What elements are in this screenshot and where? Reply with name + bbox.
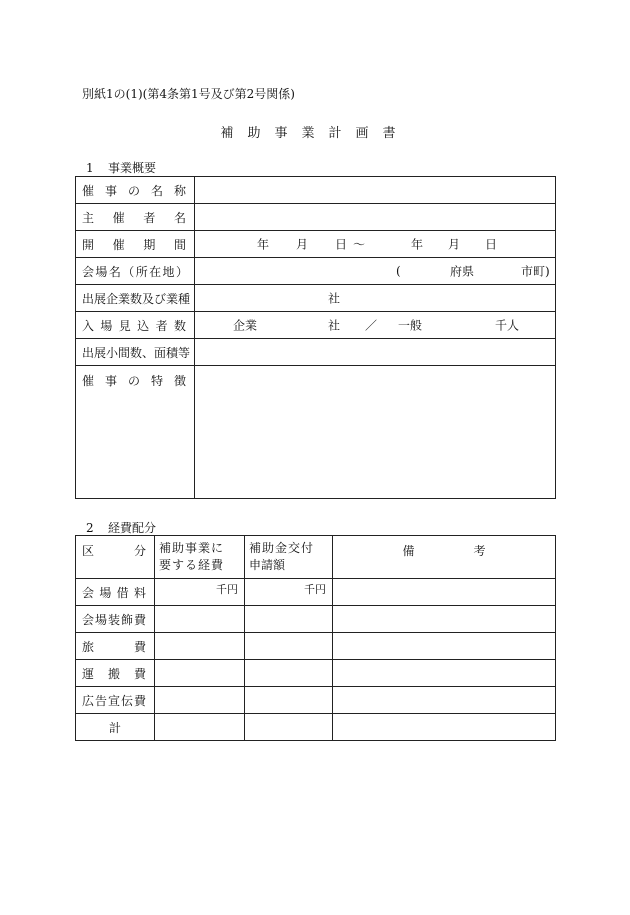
cell-grant-advertising[interactable] [245,687,333,714]
header-expense-line1: 補助事業に [159,541,225,555]
value-booths[interactable] [195,339,556,366]
month-start-unit: 月 [296,237,309,252]
label-char: 地 [162,264,175,279]
cell-expense-travel[interactable] [155,633,245,660]
row-venue [76,258,556,285]
cell-grant-transport[interactable] [245,660,333,687]
row-visitors [76,312,556,339]
label-char: 主 [82,210,95,225]
expense-row-total [76,714,556,741]
cell-expense-decoration[interactable] [155,606,245,633]
label-travel [76,633,155,660]
label-char: ） [175,264,188,279]
visitors-general-label: 一般 [398,318,423,333]
label-decoration: 会場装飾費 [76,606,155,633]
unit-thousand-yen: 千円 [216,583,238,596]
label-features [76,366,195,499]
cell-grant-decoration[interactable] [245,606,333,633]
row-booths [76,339,556,366]
label-exhibitors: 出展企業数及び業種 [76,285,195,312]
exhibitor-unit: 社 [328,291,341,306]
expense-row-transport [76,660,556,687]
header-grant-line1: 補助金交付 [249,541,315,555]
cell-expense-advertising[interactable] [155,687,245,714]
cell-grant-total[interactable] [245,714,333,741]
section2-number: 2 [86,521,94,535]
city-unit: 市町) [521,264,550,279]
header-category [76,536,155,579]
label-advertising: 広告宣伝費 [76,687,155,714]
section1-number: 1 [86,161,94,175]
label-char: 料 [133,585,146,600]
cell-remarks-total[interactable] [333,714,556,741]
unit-thousand-yen: 千円 [304,583,326,596]
label-booths: 出展小間数、面積等 [76,339,195,366]
cell-grant-travel[interactable] [245,633,333,660]
row-event-name [76,177,556,204]
label-char: 入 [82,318,95,333]
label-char: 名 [173,210,186,225]
value-period[interactable] [195,231,556,258]
label-transport [76,660,155,687]
label-char: 費 [133,666,146,681]
cell-expense-transport[interactable] [155,660,245,687]
row-period [76,231,556,258]
cell-remarks-travel[interactable] [333,633,556,660]
form-reference: 別紙1の(1)(第4条第1号及び第2号関係) [82,87,295,101]
label-venue [76,258,195,285]
label-total: 計 [76,714,155,741]
label-char: 間 [173,237,186,252]
label-char: 催 [82,183,95,198]
label-char: 数 [173,318,186,333]
label-char: 費 [133,639,146,654]
cell-expense-total[interactable] [155,714,245,741]
label-char: の [127,374,140,388]
label-char: 者 [155,318,168,333]
label-char: 場 [95,264,108,279]
cell-remarks-transport[interactable] [333,660,556,687]
label-char: 分 [133,544,146,558]
cell-remarks-advertising[interactable] [333,687,556,714]
value-exhibitors[interactable] [195,285,556,312]
label-char: 込 [137,318,150,333]
section1-heading [86,159,156,176]
section2-title: 経費配分 [108,521,157,535]
label-char: 備 [402,544,415,558]
header-grant-line2: 申請額 [249,558,286,572]
day-start-unit: 日 [335,237,348,252]
label-char: 考 [473,544,486,558]
label-char: 称 [173,183,186,198]
month-end-unit: 月 [448,237,461,252]
section1-title: 事業概要 [108,161,157,175]
label-char: 会 [82,264,95,279]
label-event-name [76,177,195,204]
business-overview-table [75,176,556,499]
label-char: 会 [82,585,95,600]
expense-row-advertising [76,687,556,714]
label-char: 催 [112,237,125,252]
expense-allocation-table [75,535,556,741]
label-organizer [76,204,195,231]
label-char: 借 [116,585,129,600]
label-char: 事 [104,374,117,388]
label-char: 徴 [173,374,186,388]
cell-remarks-venue-rental[interactable] [333,579,556,606]
label-char: 運 [82,666,95,681]
header-grant [245,536,333,579]
expense-row-decoration [76,606,556,633]
row-features [76,366,556,499]
label-char: 開 [82,237,95,252]
label-char: 所 [135,264,148,279]
header-remarks [333,536,556,579]
value-features[interactable] [195,366,556,499]
label-char: 搬 [107,666,120,681]
label-char: 事 [104,183,117,198]
label-char: 催 [112,210,125,225]
label-char: 特 [150,374,163,388]
year-start-unit: 年 [257,237,270,252]
section2-heading [86,519,156,536]
label-char: 名 [150,183,163,198]
expense-row-venue-rental [76,579,556,606]
label-char: 旅 [82,639,95,654]
header-expense [155,536,245,579]
document-title: 補助事業計画書 [220,126,410,141]
row-organizer [76,204,556,231]
value-visitors[interactable] [195,312,556,339]
expense-header-row [76,536,556,579]
cell-remarks-decoration[interactable] [333,606,556,633]
year-end-unit: 年 [411,237,424,252]
prefecture-unit: 府県 [450,264,475,279]
value-event-name[interactable] [195,177,556,204]
label-char: （ [122,264,135,279]
value-venue[interactable] [195,258,556,285]
label-char: の [127,183,140,198]
day-end-unit: 日 [485,237,498,252]
venue-paren-open: ( [396,264,401,278]
period-tilde: ～ [353,237,366,252]
visitors-people-unit: 千人 [495,318,520,333]
cell-expense-venue-rental[interactable] [155,579,245,606]
label-char: 区 [82,544,95,558]
label-venue-rental [76,579,155,606]
label-char: 在 [149,264,162,279]
label-period [76,231,195,258]
row-exhibitors [76,285,556,312]
label-char: 期 [143,237,156,252]
label-visitors [76,312,195,339]
header-expense-line2: 要する経費 [159,558,225,572]
visitors-slash: ／ [365,318,378,333]
label-char: 催 [82,374,95,388]
label-char: 者 [143,210,156,225]
label-char: 場 [100,318,113,333]
expense-row-travel [76,633,556,660]
visitors-company-unit: 社 [328,318,341,333]
label-char: 名 [108,264,121,279]
visitors-company-label: 企業 [233,318,258,333]
label-char: 場 [99,585,112,600]
value-organizer[interactable] [195,204,556,231]
label-char: 見 [118,318,131,333]
cell-grant-venue-rental[interactable] [245,579,333,606]
